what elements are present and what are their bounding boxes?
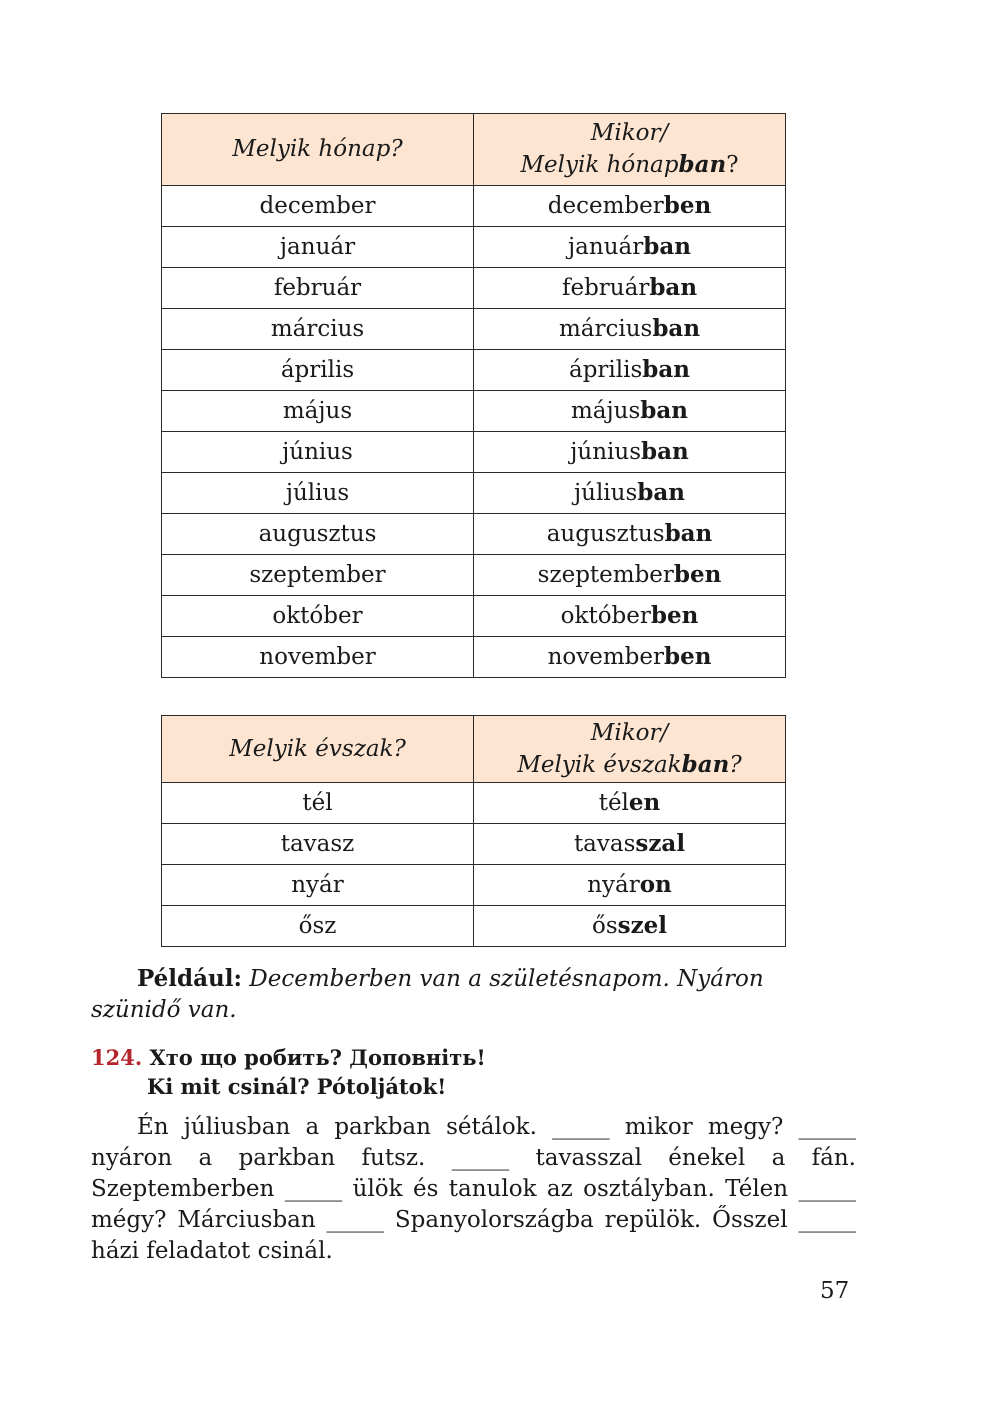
stem: november (547, 644, 664, 670)
suffix: szal (635, 830, 686, 857)
months-header-right (474, 114, 786, 186)
suffix: ben (663, 643, 712, 670)
month-inessive-cell (474, 514, 786, 555)
season-inessive-cell (474, 906, 786, 947)
suffix: on (639, 871, 672, 898)
months-table (161, 113, 786, 678)
stem: nyár (587, 872, 640, 898)
example-text: Decemberben van a születésnapom. Nyáron szünidő van. (91, 966, 764, 1023)
months-header-right-line1: Mikor/ (590, 120, 669, 146)
exercise-title-ua: Хто що робить? Доповніть! (149, 1045, 486, 1070)
suffix: ban (652, 315, 701, 342)
season-cell: tél (162, 783, 474, 824)
table-row (162, 637, 786, 678)
exercise-title-ua-line (91, 1043, 486, 1072)
stem: március (558, 316, 653, 342)
table-row (162, 514, 786, 555)
suffix: szel (617, 912, 668, 939)
season-cell: tavasz (162, 824, 474, 865)
seasons-header-right-end: ? (729, 751, 742, 778)
table-row (162, 432, 786, 473)
seasons-table (161, 715, 786, 947)
months-header-right-base: Melyik hónap (520, 152, 679, 178)
month-inessive-cell (474, 555, 786, 596)
month-cell: március (162, 309, 474, 350)
month-inessive-cell (474, 350, 786, 391)
stem: tavas (573, 831, 636, 857)
exercise-title-hu: Ki mit csinál? Pótoljátok! (147, 1074, 447, 1099)
table-row (162, 391, 786, 432)
suffix: ban (641, 438, 689, 465)
months-header-right-suffix: ban (678, 151, 727, 178)
table-row (162, 227, 786, 268)
page-number: 57 (820, 1278, 850, 1304)
stem: augusztus (546, 521, 665, 547)
season-inessive-cell (474, 865, 786, 906)
month-inessive-cell (474, 186, 786, 227)
suffix: ban (643, 233, 691, 260)
month-inessive-cell (474, 637, 786, 678)
stem: április (568, 357, 643, 383)
example-paragraph (91, 963, 856, 1026)
table-row (162, 783, 786, 824)
suffix: ban (664, 520, 713, 547)
month-cell: augusztus (162, 514, 474, 555)
table-row (162, 865, 786, 906)
seasons-header-right-suffix: ban (681, 750, 730, 778)
stem: szeptember (537, 562, 674, 588)
suffix: en (628, 789, 661, 816)
month-cell: november (162, 637, 474, 678)
seasons-header-right (474, 716, 786, 783)
suffix: ban (642, 356, 691, 383)
table-row (162, 824, 786, 865)
suffix: ben (673, 561, 722, 588)
table-row (162, 596, 786, 637)
stem: december (547, 193, 664, 219)
month-cell: október (162, 596, 474, 637)
month-cell: december (162, 186, 474, 227)
months-table-header (162, 114, 786, 186)
seasons-header-right-base: Melyik évszak (517, 751, 682, 778)
stem: május (571, 398, 641, 424)
month-cell: február (162, 268, 474, 309)
table-row (162, 268, 786, 309)
table-row (162, 309, 786, 350)
table-row (162, 186, 786, 227)
seasons-header-left: Melyik évszak? (162, 716, 474, 783)
exercise-text: Én júliusban a parkban sétálok. _____ mikor megy? _____ nyáron a parkban futsz. _____ tavasszal énekel a fán. Szeptemberben _____ ülök és tanulok az osztályban. Télen _____ mégy? Márciusban _____ Spanyolországba repülök. Ősszel _____ házi feladatot csinál. (91, 1114, 856, 1264)
month-inessive-cell (474, 268, 786, 309)
season-cell: ősz (162, 906, 474, 947)
seasons-header-right-line1: Mikor/ (590, 719, 669, 746)
months-header-left: Melyik hónap? (162, 114, 474, 186)
season-inessive-cell (474, 783, 786, 824)
stem: január (568, 234, 644, 260)
month-inessive-cell (474, 596, 786, 637)
month-inessive-cell (474, 391, 786, 432)
month-cell: január (162, 227, 474, 268)
month-cell: június (162, 432, 474, 473)
table-row (162, 906, 786, 947)
exercise-number: 124. (91, 1045, 143, 1070)
suffix: ban (649, 274, 698, 301)
month-cell: szeptember (162, 555, 474, 596)
suffix: ben (650, 602, 699, 629)
seasons-table-header (162, 716, 786, 783)
stem: október (560, 603, 651, 629)
months-header-right-end: ? (726, 152, 739, 178)
stem: ős (591, 913, 618, 939)
month-inessive-cell (474, 227, 786, 268)
month-cell: július (162, 473, 474, 514)
month-inessive-cell (474, 432, 786, 473)
stem: június (570, 439, 641, 465)
month-cell: május (162, 391, 474, 432)
season-cell: nyár (162, 865, 474, 906)
table-row (162, 473, 786, 514)
stem: tél (598, 790, 629, 816)
season-inessive-cell (474, 824, 786, 865)
table-row (162, 350, 786, 391)
table-row (162, 555, 786, 596)
stem: február (561, 275, 650, 301)
month-cell: április (162, 350, 474, 391)
exercise-heading (91, 1043, 486, 1101)
month-inessive-cell (474, 473, 786, 514)
suffix: ben (663, 192, 712, 219)
suffix: ban (637, 479, 685, 506)
example-label: Például: (137, 965, 242, 992)
stem: július (574, 480, 638, 506)
month-inessive-cell (474, 309, 786, 350)
suffix: ban (640, 397, 688, 424)
